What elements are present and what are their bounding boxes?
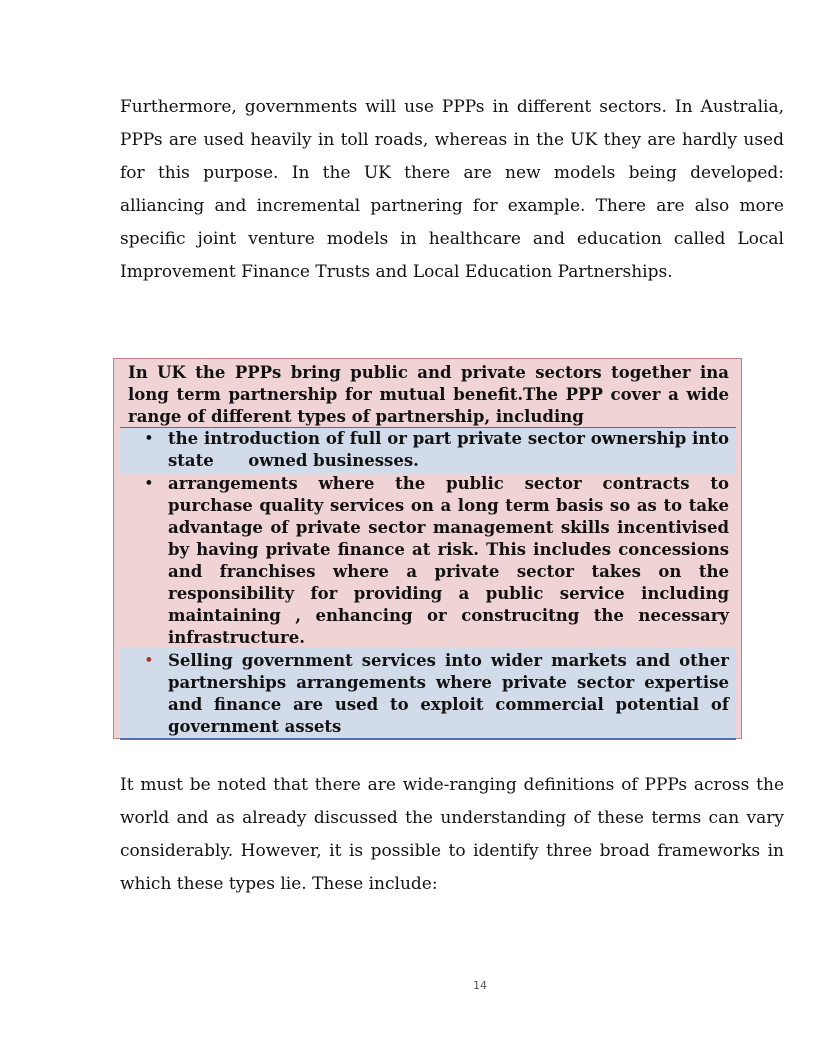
definition-box xyxy=(113,358,742,739)
page-number: 14 xyxy=(473,979,487,992)
bullet-icon: • xyxy=(144,474,154,493)
paragraph-intro: Furthermore, governments will use PPPs in different sectors. In Australia, PPPs are used heavily in toll roads, whereas in the UK they are hardly used for this purpose. In the UK there are new models being developed: alliancing and incremental partnering for example. There are also more specific joint venture models in healthcare and education called Local Improvement Finance Trusts and Local Education Partnerships. xyxy=(120,97,784,282)
list-item xyxy=(142,428,729,472)
box-intro-text: In UK the PPPs bring public and private sectors together ina long term partnership for mutual benefit.The PPP cover a wide range of different types of partnership, including xyxy=(128,363,729,426)
bullet-icon: • xyxy=(144,651,154,670)
list-item xyxy=(142,473,729,649)
list-item xyxy=(142,650,729,738)
list-item-text: Selling government services into wider markets and other partnerships arrangements where private sector expertise and finance are used to exploit commercial potential of government assets xyxy=(168,651,729,736)
paragraph-definitions: It must be noted that there are wide-ranging definitions of PPPs across the world and as already discussed the understanding of these terms can vary considerably. However, it is possible to identify three broad frameworks in which these types lie. These include: xyxy=(120,775,784,894)
bullet-icon: • xyxy=(144,429,154,448)
list-item-text: arrangements where the public sector contracts to purchase quality services on a long term basis so as to take advantage of private sector management skills incentivised by having private finance at risk. This includes concessions and franchises where a private sector takes on the responsibility for providing a public service including maintaining , enhancing or construcitng the necessary infrastructure. xyxy=(168,474,729,647)
list-item-text: the introduction of full or part private sector ownership into state owned businesses. xyxy=(168,429,729,470)
partnership-types-list xyxy=(142,428,729,739)
